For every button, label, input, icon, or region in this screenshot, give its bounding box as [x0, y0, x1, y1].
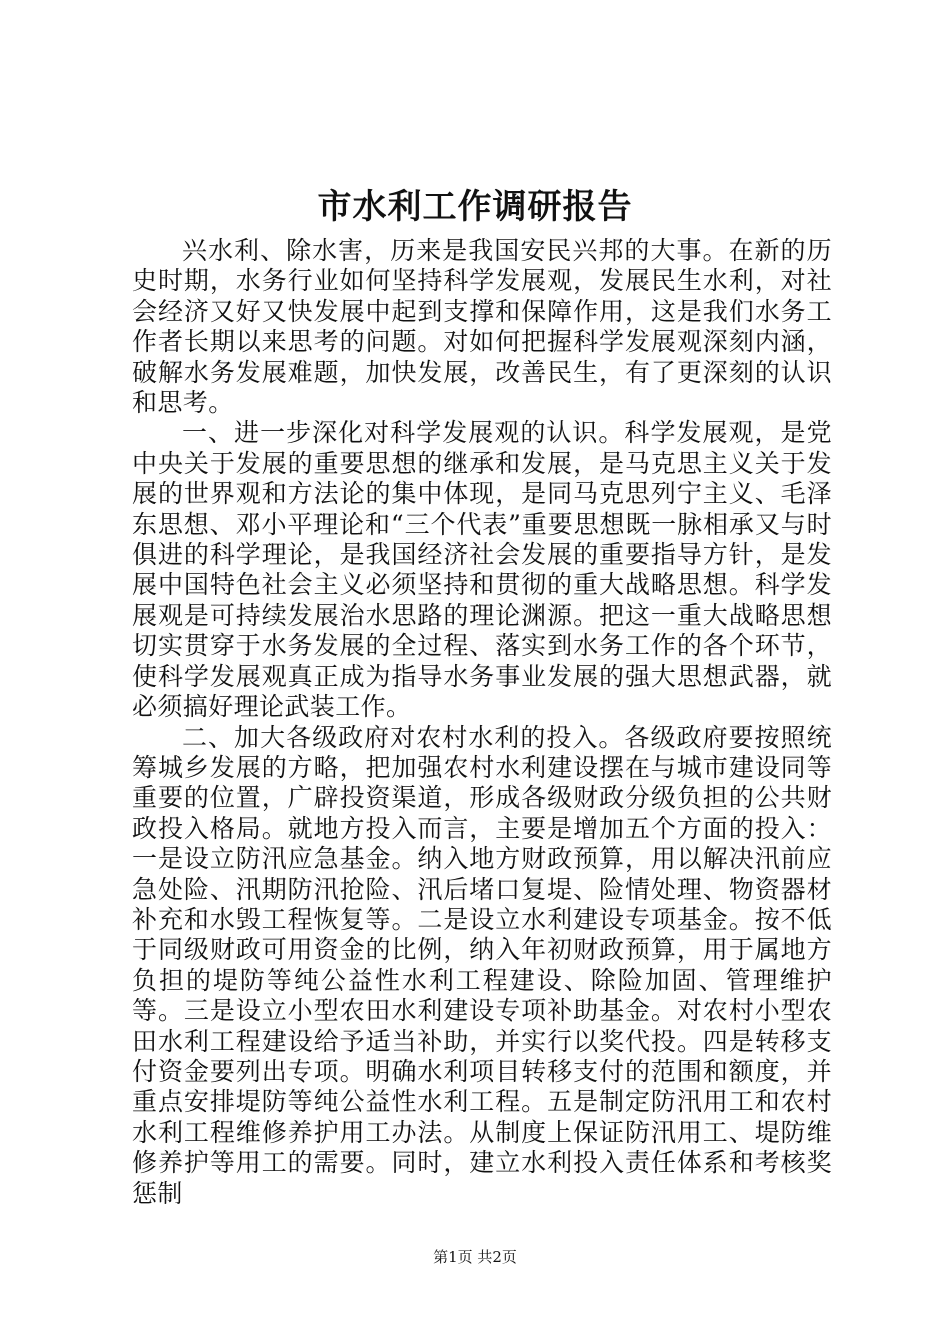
page-footer: 第1页 共2页 — [433, 1248, 517, 1266]
document-title: 市水利工作调研报告 — [317, 187, 633, 227]
document-body — [132, 236, 832, 1209]
intro-paragraph: 兴水利、除水害，历来是我国安民兴邦的大事。在新的历史时期，水务行业如何坚持科学发展观，发展民生水利，对社会经济又好又快发展中起到支撑和保障作用，这是我们水务工作者长期以来思考的问题。对如何把握科学发展观深刻内涵，破解水务发展难题，加快发展，改善民生，有了更深刻的认识和思考。 — [132, 236, 832, 418]
section-two-paragraph: 二、加大各级政府对农村水利的投入。各级政府要按照统筹城乡发展的方略，把加强农村水利建设摆在与城市建设同等重要的位置，广辟投资渠道，形成各级财政分级负担的公共财政投入格局。就地方投入而言，主要是增加五个方面的投入：一是设立防汛应急基金。纳入地方财政预算，用以解决汛前应急处险、汛期防汛抢险、汛后堵口复堤、险情处理、物资器材补充和水毁工程恢复等。二是设立水利建设专项基金。按不低于同级财政可用资金的比例，纳入年初财政预算，用于属地方负担的堤防等纯公益性水利工程建设、除险加固、管理维护等。三是设立小型农田水利建设专项补助基金。对农村小型农田水利工程建设给予适当补助，并实行以奖代投。四是转移支付资金要列出专项。明确水利项目转移支付的范围和额度，并重点安排堤防等纯公益性水利工程。五是制定防汛用工和农村水利工程维修养护用工办法。从制度上保证防汛用工、堤防维修养护等用工的需要。同时，建立水利投入责任体系和考核奖惩制 — [132, 722, 832, 1208]
section-one-paragraph: 一、进一步深化对科学发展观的认识。科学发展观，是党中央关于发展的重要思想的继承和发展，是马克思主义关于发展的世界观和方法论的集中体现，是同马克思列宁主义、毛泽东思想、邓小平理论和“三个代表”重要思想既一脉相承又与时俱进的科学理论，是我国经济社会发展的重要指导方针，是发展中国特色社会主义必须坚持和贯彻的重大战略思想。科学发展观是可持续发展治水思路的理论渊源。把这一重大战略思想切实贯穿于水务发展的全过程、落实到水务工作的各个环节，使科学发展观真正成为指导水务事业发展的强大思想武器，就必须搞好理论武装工作。 — [132, 418, 832, 722]
